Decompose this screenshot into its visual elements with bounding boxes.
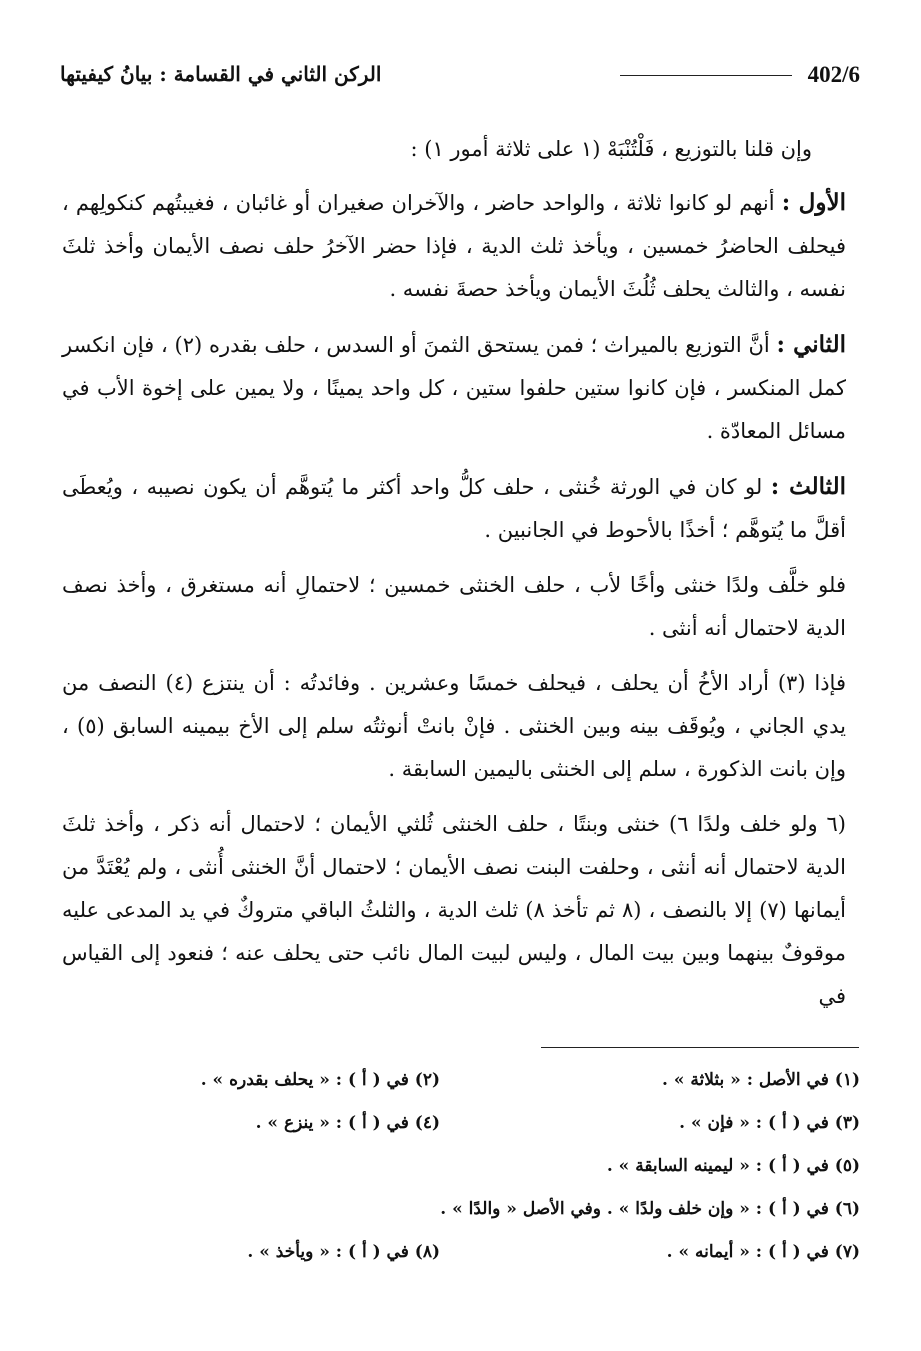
footnote-row	[100, 1156, 860, 1199]
paragraph-first-point	[62, 181, 846, 311]
footnotes	[100, 1070, 860, 1285]
paragraph-third-point	[62, 465, 846, 552]
paragraph-text: أنَّ التوزيع بالميراث ؛ فمن يستحق الثمنَ أو السدس ، حلف بقدره (٢) ، فإن انكسر كمل المنكسر ، فإن كانوا ستين حلفوا ستين ، كل واحد يمينًا ، ولا يمين على إخوة الأب في مسائل المعادّة .	[62, 333, 846, 443]
paragraph-text: وإن قلنا بالتوزيع ، فَلْتُنْبَهْ (١ على ثلاثة أمور ١) :	[410, 137, 812, 161]
footnote-5: (٥) في ( أ ) : « ليمينه السابقة » .	[606, 1156, 860, 1176]
paragraph-lead: الثاني :	[776, 331, 847, 358]
footnote-1: (١) في الأصل : « بثلاثة » .	[662, 1070, 860, 1090]
main-text	[62, 128, 846, 1030]
paragraph-text: فإذا (٣) أراد الأخُ أن يحلف ، فيحلف خمسًا وعشرين . وفائدتُه : أن ينتزع (٤) النصف من يدي الجاني ، ويُوقَف بينه وبين الخنثى . فإنْ بانتْ أنوثتُه سلم إلى الأخ بيمينه السابق (٥) ، وإن بانت الذكورة ، سلم إلى الخنثى باليمين السابقة .	[62, 671, 846, 781]
footnote-row	[100, 1070, 860, 1113]
paragraph-intro	[62, 128, 846, 171]
paragraph-example-1	[62, 564, 846, 650]
paragraph-text: فلو خلَّف ولدًا خنثى وأخًا لأب ، حلف الخنثى خمسين ؛ لاحتمالِ أنه مستغرق ، وأخذ نصف الدية لاحتمال أنه أنثى .	[62, 573, 846, 640]
footnote-row	[100, 1199, 860, 1242]
footnote-4: (٤) في ( أ ) : « ينزع » .	[255, 1113, 440, 1133]
footnote-8: (٨) في ( أ ) : « ويأخذ » .	[247, 1242, 440, 1262]
page-number: 402/6	[807, 62, 860, 87]
footnote-rule	[541, 1047, 859, 1048]
footnote-6: (٦) في ( أ ) : « وإن خلف ولدًا » . وفي الأصل « والدًا » .	[440, 1199, 860, 1219]
footnote-row	[100, 1242, 860, 1285]
header-rule	[620, 75, 792, 76]
footnote-7: (٧) في ( أ ) : « أيمانه » .	[666, 1242, 860, 1262]
paragraph-example-2	[62, 662, 846, 791]
paragraph-text: لو كان في الورثة خُنثى ، حلف كلُّ واحد أكثر ما يُتوهَّم أن يكون نصيبه ، ويُعطَى أقلَّ ما يُتوهَّم ؛ أخذًا بالأحوط في الجانبين .	[62, 475, 846, 542]
footnote-row	[100, 1113, 860, 1156]
paragraph-text: (٦ ولو خلف ولدًا ٦) خنثى وبنتًا ، حلف الخنثى ثُلثي الأيمان ؛ لاحتمال أنه ذكر ، وأخذ ثلثَ الدية لاحتمال أنه أنثى ، وحلفت البنت نصف الأيمان ؛ لاحتمال أنَّ الخنثى أُنثى ، ولم يُعْتَدَّ من أيمانها (٧) إلا بالنصف ، (٨ ثم تأخذ ٨) ثلث الدية ، والثلثُ الباقي متروكٌ في يد المدعى عليه موقوفٌ بينهما وبين بيت المال ، وليس لبيت المال نائب حتى يحلف عنه ؛ فنعود إلى القياس في	[62, 812, 846, 1008]
paragraph-example-3	[62, 803, 846, 1018]
paragraph-second-point	[62, 323, 846, 453]
footnote-2: (٢) في ( أ ) : « يحلف بقدره » .	[200, 1070, 440, 1090]
paragraph-lead: الأول :	[781, 189, 846, 216]
page-header	[60, 62, 860, 102]
paragraph-lead: الثالث :	[770, 473, 847, 500]
footnote-3: (٣) في ( أ ) : « فإن » .	[679, 1113, 860, 1133]
paragraph-text: أنهم لو كانوا ثلاثة ، والواحد حاضر ، والآخران صغيران أو غائبان ، فغيبتُهم كنكولِهم ، فيحلف الحاضرُ خمسين ، ويأخذ ثلث الدية ، فإذا حضر الآخرُ حلف نصف الأيمان وأخذ ثلثَ نفسه ، والثالث يحلف ثُلُثَ الأيمان ويأخذ حصةَ نفسه .	[62, 191, 846, 301]
running-title: الركن الثاني في القسامة : بيانُ كيفيتها	[60, 62, 382, 86]
